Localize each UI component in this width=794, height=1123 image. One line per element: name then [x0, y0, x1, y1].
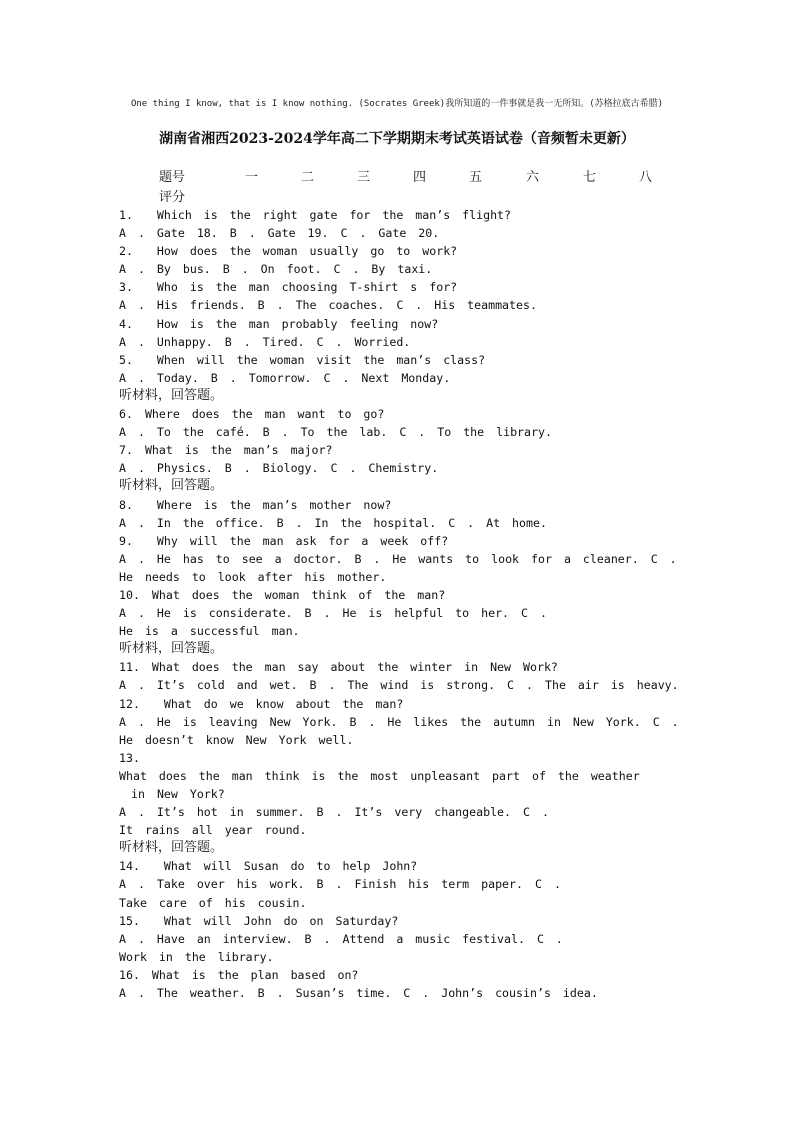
- score-table-col-8: 八: [639, 170, 653, 185]
- score-table-col-4: 四: [413, 170, 427, 185]
- question-1: 1. Which is the right gate for the man’s flight?: [119, 208, 512, 222]
- options-12: A . He is leaving New York. B . He likes the autumn in New York. C .: [119, 714, 679, 729]
- question-7: 7. What is the man’s major?: [119, 443, 333, 458]
- question-5: 5. When will the woman visit the man’s class?: [119, 352, 486, 367]
- section-instruction: 听材料，回答题。: [119, 478, 224, 494]
- score-table-col-7: 七: [583, 170, 597, 185]
- options-9-cont: He needs to look after his mother.: [119, 569, 387, 584]
- question-8: 8. Where is the man’s mother now?: [119, 497, 392, 512]
- options-14-cont: Take care of his cousin.: [119, 895, 307, 910]
- question-2: 2. How does the woman usually go to work?: [119, 244, 458, 259]
- exam-title: 湖南省湘西2023-2024学年高二下学期期末考试英语试卷（音频暂未更新）: [159, 131, 635, 147]
- question-6: 6. Where does the man want to go?: [119, 407, 385, 422]
- question-9: 9. Why will the man ask for a week off?: [119, 533, 449, 548]
- page-header-quote: One thing I know, that is I know nothing. (Socrates Greek)我所知道的一件事就是我一无所知。(苏格拉底古希腊): [130, 99, 664, 109]
- options-2: A . By bus. B . On foot. C . By taxi.: [119, 262, 433, 277]
- options-10: A . He is considerate. B . He is helpful to her. C .: [119, 606, 547, 621]
- options-13: A . It’s hot in summer. B . It’s very changeable. C .: [119, 805, 549, 820]
- question-4: 4. How is the man probably feeling now?: [119, 316, 439, 331]
- question-11: 11. What does the man say about the winter in New Work?: [119, 660, 558, 675]
- question-13-number: 13.: [119, 750, 140, 765]
- score-table-col-2: 二: [301, 170, 315, 185]
- question-14: 14. What will Susan do to help John?: [119, 859, 418, 874]
- options-10-cont: He is a successful man.: [119, 624, 300, 639]
- options-8: A . In the office. B . In the hospital. C . At home.: [119, 515, 547, 530]
- options-4: A . Unhappy. B . Tired. C . Worried.: [119, 334, 411, 349]
- section-instruction: 听材料，回答题。: [119, 641, 224, 657]
- options-16: A . The weather. B . Susan’s time. C . John’s cousin’s idea.: [119, 986, 598, 1001]
- section-instruction: 听材料，回答题。: [119, 387, 224, 403]
- options-9: A . He has to see a doctor. B . He wants to look for a cleaner. C .: [119, 551, 677, 566]
- options-1: A . Gate 18. B . Gate 19. C . Gate 20.: [119, 226, 440, 241]
- question-13: What does the man think is the most unpleasant part of the weather: [119, 768, 640, 783]
- options-14: A . Take over his work. B . Finish his term paper. C .: [119, 877, 561, 892]
- options-6: A . To the café. B . To the lab. C . To the library.: [119, 425, 552, 440]
- options-3: A . His friends. B . The coaches. C . His teammates.: [119, 298, 537, 313]
- question-10: 10. What does the woman think of the man?: [119, 587, 446, 602]
- question-list: [119, 206, 679, 1002]
- score-table-head-label: 题号: [159, 170, 186, 185]
- options-13-cont: It rains all year round.: [119, 823, 307, 838]
- score-table-col-1: 一: [245, 170, 259, 185]
- options-7: A . Physics. B . Biology. C . Chemistry.: [119, 461, 439, 476]
- options-11: A . It’s cold and wet. B . The wind is strong. C . The air is heavy.: [119, 678, 679, 693]
- options-15: A . Have an interview. B . Attend a music festival. C .: [119, 931, 563, 946]
- question-15: 15. What will John do on Saturday?: [119, 913, 399, 928]
- question-13-cont: in New York?: [131, 787, 225, 801]
- question-16: 16. What is the plan based on?: [119, 967, 359, 982]
- score-table-col-5: 五: [469, 170, 483, 185]
- score-table-col-6: 六: [526, 170, 540, 185]
- score-table-col-3: 三: [357, 170, 371, 185]
- question-3: 3. Who is the man choosing T-shirt s for?: [119, 280, 458, 295]
- section-instruction: 听材料，回答题。: [119, 840, 224, 856]
- options-15-cont: Work in the library.: [119, 949, 274, 964]
- score-table-row-label: 评分: [159, 190, 186, 205]
- question-12: 12. What do we know about the man?: [119, 696, 404, 711]
- options-12-cont: He doesn’t know New York well.: [119, 732, 354, 747]
- options-5: A . Today. B . Tomorrow. C . Next Monday.: [119, 370, 451, 385]
